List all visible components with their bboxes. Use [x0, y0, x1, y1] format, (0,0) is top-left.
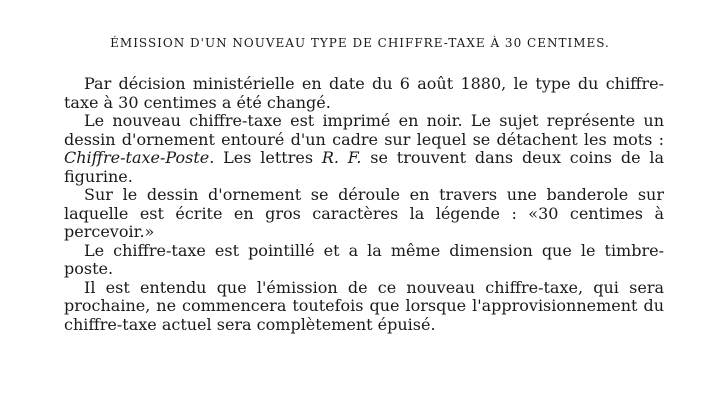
section-heading: ÉMISSION D'UN NOUVEAU TYPE DE CHIFFRE-TAXE À 30 CENTIMES.: [110, 36, 610, 50]
paragraph-banderole: Sur le dessin d'ornement se déroule en travers une banderole sur laquelle est écrite en gros caractères la légende : «30 centimes à percevoir.»: [64, 185, 664, 241]
paragraph-description-text-a: Le nouveau chiffre-taxe est imprimé en noir. Le sujet représente un dessin d'ornement entouré d'un cadre sur lequel se détachent les mots :: [64, 111, 664, 149]
paragraph-decision: Par décision ministérielle en date du 6 août 1880, le type du chiffre-taxe à 30 centimes a été changé.: [64, 74, 664, 112]
paragraph-description-words: Chiffre-taxe-Poste.: [64, 148, 215, 167]
paragraph-description: [64, 112, 664, 186]
paragraph-issuance: Il est entendu que l'émission de ce nouveau chiffre-taxe, qui sera prochaine, ne commencera toutefois que lorsque l'approvisionnement du chiffre-taxe actuel sera complètement épuisé.: [64, 277, 664, 334]
paragraph-description-letters: R. F.: [321, 148, 362, 167]
paragraph-perforation: Le chiffre-taxe est pointillé et a la même dimension que le timbre-poste.: [64, 240, 664, 278]
paragraph-description-text-c: se trouvent dans deux coins de la figurine.: [64, 148, 664, 186]
document-body: [64, 75, 664, 334]
paragraph-description-text-b: Les lettres: [214, 148, 322, 167]
